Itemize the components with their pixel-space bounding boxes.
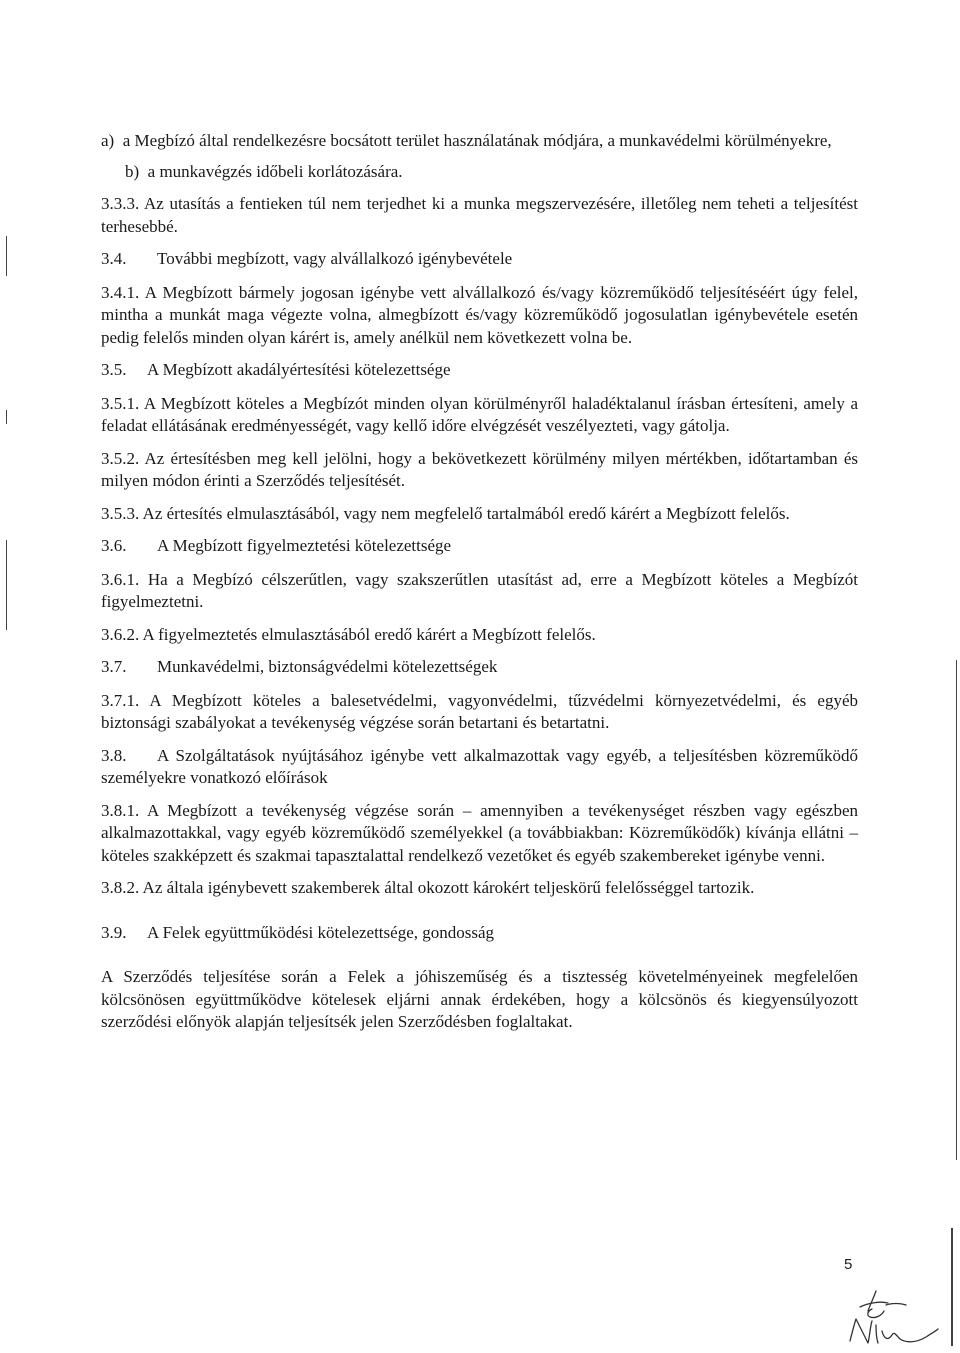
paragraph-3-5-1: 3.5.1. A Megbízott köteles a Megbízót minden olyan körülményről haladéktalanul írásban értesíteni, amely a feladat ellátásának eredményességét, vagy kellő időre elvégzését veszélyezteti, vagy gátolja. (101, 393, 858, 435)
list-item-a: a) a Megbízó által rendelkezésre bocsátott terület használatának módjára, a munkavédelmi körülményekre, (101, 131, 832, 150)
heading-3-6 (101, 535, 858, 558)
heading-number: 3.7. (101, 657, 127, 676)
heading-number: 3.8. (101, 745, 127, 765)
heading-number: 3.9. (101, 922, 127, 942)
heading-title: A Megbízott figyelmeztetési kötelezettsége (157, 536, 452, 555)
scan-artifact-left-line-2 (6, 540, 7, 630)
heading-title: A Felek együttműködési kötelezettsége, gondosság (147, 922, 495, 942)
paragraph-3-6-2: 3.6.2. A figyelmeztetés elmulasztásából eredő kárért a Megbízott felelős. (101, 624, 596, 644)
heading-3-4 (101, 248, 858, 271)
page-number: 5 (844, 1256, 853, 1273)
paragraph-3-7-1: 3.7.1. A Megbízott köteles a balesetvédelmi, vagyonvédelmi, tűzvédelmi környezetvédelmi, és egyéb biztonsági szabályokat a tevékenység végzése során betartani és betartatni. (101, 690, 858, 732)
paragraph-3-4-1: 3.4.1. A Megbízott bármely jogosan igénybe vett alvállalkozó és/vagy közreműködő teljesítéséért úgy felel, mintha a munkát maga végezte volna, almegbízott és/vagy közreműködő jogosulatlan igénybevétele esetén pedig felelős minden olyan kárért is, amely anélkül nem következett volna be. (101, 282, 858, 347)
paragraph-3-8-1: 3.8.1. A Megbízott a tevékenység végzése során – amennyiben a tevékenységet részben vagy egészben alkalmazottakkal, vagy egyéb közreműködő személyekkel (a továbbiakban: Közreműködők) kívánja ellátni – köteles szakképzett és szakmai tapasztalattal rendelkező vezetőket és egyéb szakembereket igénybe venni. (101, 800, 858, 865)
paragraph-3-5-2: 3.5.2. Az értesítésben meg kell jelölni, hogy a bekövetkezett körülmény milyen mértékben, időtartamban és milyen módon érinti a Szerződés teljesítését. (101, 448, 858, 490)
heading-3-5 (101, 359, 858, 382)
paragraph-3-6-1: 3.6.1. Ha a Megbízó célszerűtlen, vagy szakszerűtlen utasítást ad, erre a Megbízott köteles a Megbízót figyelmeztetni. (101, 569, 858, 611)
scan-artifact-left-line (6, 236, 7, 276)
heading-title: A Megbízott akadályértesítési kötelezettsége (147, 360, 451, 379)
scan-artifact-right-line-2 (951, 1228, 953, 1346)
heading-number: 3.5. (101, 360, 127, 379)
paragraph-3-3-3: 3.3.3. Az utasítás a fentieken túl nem terjedhet ki a munka megszervezésére, illetőleg nem teheti a teljesítést terhesebbé. (101, 194, 858, 236)
scan-artifact-left-tick (6, 410, 7, 424)
heading-number: 3.6. (101, 536, 127, 555)
heading-title: A Szolgáltatások nyújtásához igénybe vett alkalmazottak vagy egyéb, a teljesítésben közreműködő személyekre vonatkozó előírások (101, 745, 858, 787)
heading-title: További megbízott, vagy alvállalkozó igénybevétele (157, 249, 513, 268)
document-body (101, 130, 858, 1044)
paragraph-final: A Szerződés teljesítése során a Felek a jóhiszeműség és a tisztesség követelményeinek megfelelően kölcsönösen együttműködve kötelesek eljárni annak érdekében, hogy a kölcsönös és kiegyensúlyozott szerződési előnyök alapján teljesítsék jelen Szerződésben foglaltakat. (101, 967, 858, 1031)
heading-number: 3.4. (101, 249, 127, 268)
heading-3-9 (101, 922, 858, 945)
heading-3-7 (101, 656, 858, 679)
handwritten-signature (846, 1285, 942, 1349)
list-item-b: b) a munkavégzés időbeli korlátozására. (125, 161, 403, 181)
heading-3-8 (101, 745, 858, 790)
paragraph-3-5-3: 3.5.3. Az értesítés elmulasztásából, vagy nem megfelelő tartalmából eredő kárért a Megbízott felelős. (101, 503, 790, 523)
scan-artifact-right-line (956, 660, 957, 1160)
heading-title: Munkavédelmi, biztonságvédelmi kötelezettségek (157, 657, 498, 676)
paragraph-3-8-2: 3.8.2. Az általa igénybevett szakemberek által okozott károkért teljeskörű felelősséggel tartozik. (101, 878, 755, 897)
